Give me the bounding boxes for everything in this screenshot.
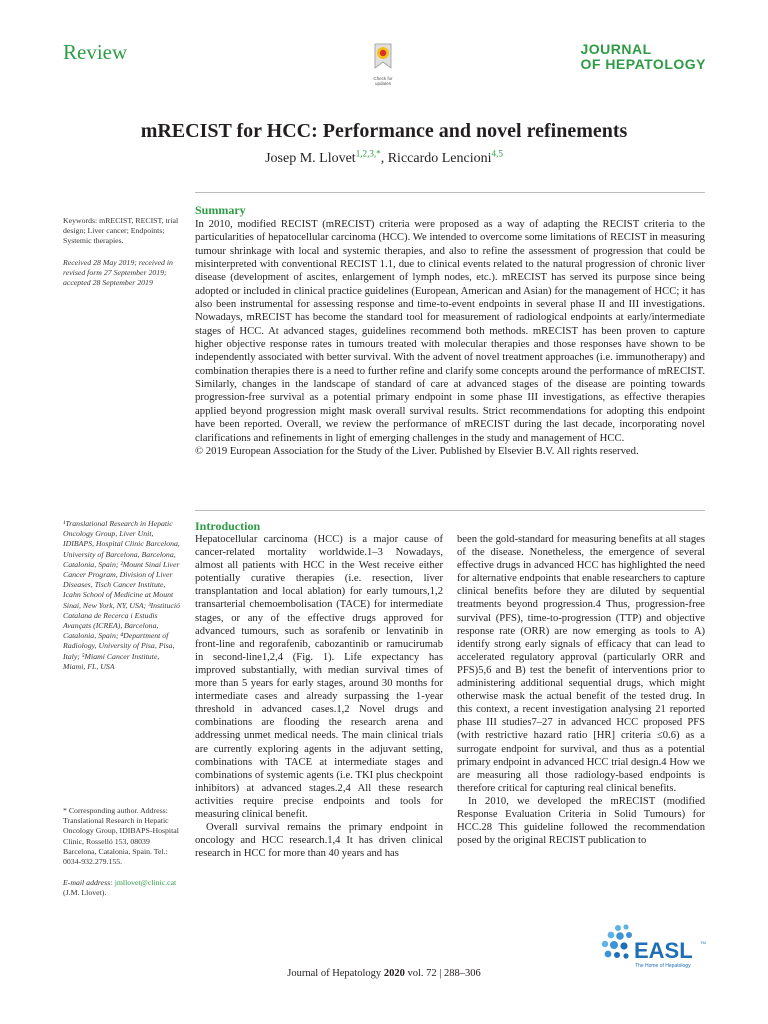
body-column-left — [195, 533, 443, 860]
introduction-heading: Introduction — [195, 519, 261, 533]
journal-logo-line-2: OF HEPATOLOGY — [580, 56, 706, 72]
footer-year: 2020 — [383, 968, 405, 979]
corresponding-author-marker[interactable]: * — [376, 148, 381, 159]
summary-text — [195, 218, 705, 458]
affiliations: ¹Translational Research in Hepatic Oncology Group, Liver Unit, IDIBAPS, Hospital Clinic Barcelona, University of Barcelona, Barcelona, Catalonia, Spain; ²Mount Sinai Liver Cancer Program, Division of Liver Diseases, Tisch Cancer Institute, Icahn School of Medicine at Mount Sinai, New York, NY, USA; ³Institució Catalana de Recerca i Estudis Avançats (ICREA), Barcelona, Catalonia, Spain; ⁴Department of Radiology, University of Pisa, Pisa, Italy; ⁵Miami Cancer Institute, Miami, FL, USA — [63, 519, 180, 671]
article-dates: Received 28 May 2019; received in revised form 27 September 2019; accepted 28 September 2019 — [63, 258, 173, 288]
section-label: Review — [63, 40, 128, 64]
badge-line-1: Check for — [373, 76, 393, 81]
trademark-mark: TM — [700, 940, 706, 945]
bookmark-icon — [372, 42, 394, 70]
summary-heading: Summary — [195, 203, 246, 217]
easl-dots-icon — [598, 922, 710, 974]
body-column-right — [457, 533, 705, 847]
divider — [195, 192, 705, 193]
author-name: Josep M. Llovet — [265, 151, 356, 166]
corresponding-author: * Corresponding author. Address: Translational Research in Hepatic Oncology Group, IDIBAPS-Hospital Clinic, Rosselló 153, 08039 Barcelona, Catalonia, Spain. Tel.: 0034-932.279.155. — [63, 806, 179, 867]
body-paragraph: been the gold-standard for measuring benefits at all stages of the disease. Nonetheless, the emergence of several effective drugs in advanced HCC has highlighted the need for alternative endpoints that enable researchers to capture clinical benefits before they are diluted by sequential treatments beyond progression.4 Thus, progression-free survival (PFS), time-to-progression (TTP) and objective response rate (ORR) are now emerging as tools to A) identify strong early signals of efficacy that can lead to accelerated regulatory approval (particularly ORR and PFS)5,6 and B) test the benefit of interventions prior to administering additional sequential drugs, which might otherwise mask the actual benefit of the tested drug. In this context, a recent investigation analysing 21 reported phase III studies7–27 in advanced HCC proposed PFS (with restrictive hazard ratio [HR] criteria ≤0.6) as a surrogate endpoint for survival, and thus as a potential primary endpoint in advanced HCC trial design.4 How we are measuring all those radiology-based endpoints is therefore critical for capturing real clinical benefits. — [457, 534, 705, 794]
badge-line-2: updates — [374, 81, 391, 86]
email-link[interactable]: jmllovet@clinic.cat — [114, 878, 177, 887]
email-label: E-mail address: — [63, 878, 115, 887]
footer-journal: Journal of Hepatology — [287, 968, 384, 979]
journal-logo-line-1: JOURNAL — [580, 41, 652, 57]
author-affiliation-sup[interactable]: 1,2,3, — [355, 148, 377, 159]
divider — [195, 510, 705, 511]
email-block — [63, 878, 183, 898]
check-for-updates-badge[interactable] — [369, 42, 397, 86]
page-footer — [0, 968, 768, 979]
easl-tagline: The Home of Hepatology — [635, 963, 691, 969]
author-name: Riccardo Lencioni — [387, 151, 492, 166]
easl-wordmark: EASL — [634, 938, 693, 963]
body-paragraph: Overall survival remains the primary endpoint in oncology and HCC research.1,4 It has driven clinical research in HCC for more than 40 years and has — [195, 822, 443, 860]
journal-logo — [580, 42, 706, 72]
author-separator: , — [380, 151, 388, 166]
easl-logo — [598, 922, 710, 974]
body-paragraph: In 2010, we developed the mRECIST (modified Response Evaluation Criteria in Solid Tumours) for HCC.28 This guideline followed the recommendation posed by the original RECIST publication to — [457, 795, 705, 847]
author-list — [0, 148, 768, 167]
article-title: mRECIST for HCC: Performance and novel refinements — [140, 120, 628, 142]
author-affiliation-sup[interactable]: 4,5 — [491, 148, 503, 159]
email-name: (J.M. Llovet). — [63, 888, 107, 898]
footer-volume: vol. 72 | 288–306 — [404, 968, 481, 979]
copyright-line: © 2019 European Association for the Study of the Liver. Published by Elsevier B.V. All rights reserved. — [195, 444, 639, 457]
body-paragraph: Hepatocellular carcinoma (HCC) is a major cause of cancer-related mortality worldwide.1–3 Nowadays, almost all patients with HCC in the West receive either potentially curative therapies (i.e. resection, liver transplantation and local ablation) for early tumours,1,2 transarterial chemoembolisation (TACE) for intermediate stages, or any of the effective drugs approved for advanced tumours, such as sorafenib or lenvatinib in front-line and regorafenib, cabozantinib or ramucirumab in second-line1,2,4 (Fig. 1). Life expectancy has improved substantially, with median survival times of more than 5 years for early stages, around 30 months for intermediate cases and already surpassing the 1-year threshold in advanced cases.1,2 Novel drugs and combinations are flooding the research arena and addressing unmet medical needs. The main clinical trials are currently exploring agents in the adjuvant setting, combinations with TACE at intermediate stages and combinations of systemic agents (i.e. TKI plus checkpoint inhibitors) at advanced stages.2,4 All these research activities require precise endpoints and tools for measuring clinical benefit. — [195, 534, 443, 820]
keywords: Keywords: mRECIST, RECIST, trial design; Liver cancer; Endpoints; Systemic therapies. — [63, 216, 179, 246]
summary-paragraph: In 2010, modified RECIST (mRECIST) criteria were proposed as a way of adapting the RECIST criteria to the particularities of hepatocellular carcinoma (HCC). We intended to overcome some limitations of RECIST in measuring tumour shrinkage with local and systemic therapies, and also to refine the assessment of progression that could be misinterpreted with conventional RECIST 1.1, due to clinical events related to the natural progression of chronic liver disease (development of ascites, enlargement of lymph nodes, etc.). mRECIST has served its purpose since being adopted or included in clinical practice guidelines (European, American and Asian) for the management of HCC; it has also been instrumental for assessing response and time-to-event endpoints in several phase II and III investigations. Nowadays, mRECIST has become the standard tool for measurement of radiological endpoints at early/intermediate stages of HCC. At advanced stages, guidelines recommend both methods. mRECIST has been proven to capture higher objective response rates in tumours treated with molecular therapies and those responses have shown to be independently associated with better survival. With the advent of novel treatment approaches (i.e. immunotherapy) and combination therapies there is a need to further refine and clarify some concepts around the performance of mRECIST. Similarly, changes in the landscape of standard of care at advanced stages of the disease are pointing towards progression-free survival as a potential primary endpoint in some phase III investigations, as effective therapies applied beyond progression might mask overall survival results. Strict recommendations for adopting this endpoint have been reported. Overall, we review the performance of mRECIST during the last decade, incorporating novel clarifications and refinements in light of emerging challenges in the study and management of HCC. — [195, 218, 705, 444]
